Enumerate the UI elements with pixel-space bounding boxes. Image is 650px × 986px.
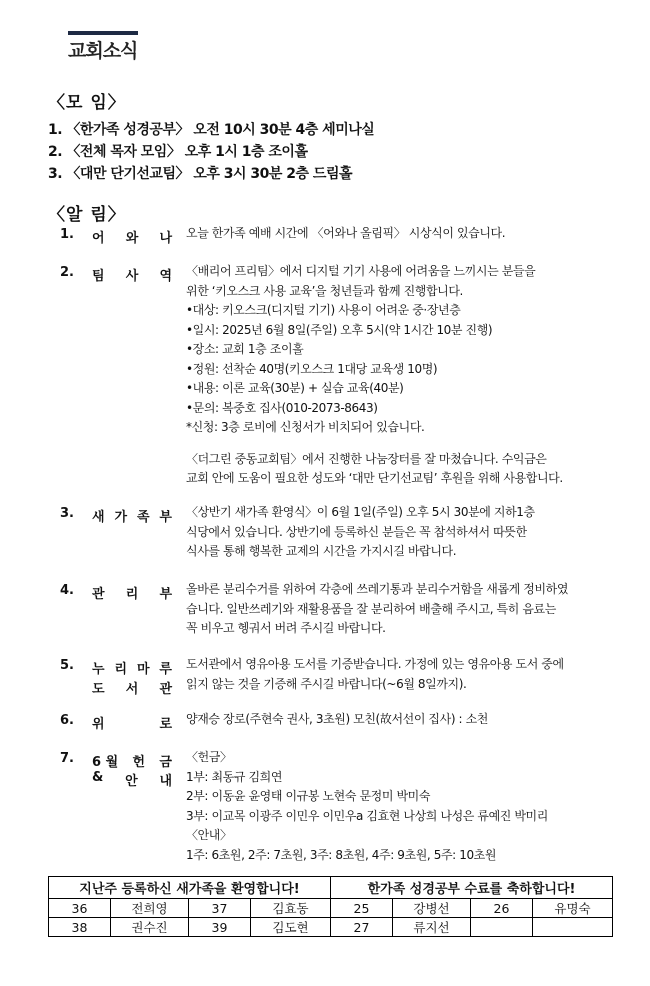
table-cell (533, 918, 613, 937)
notice-5-text (186, 655, 564, 694)
notice-7-label-line2 (92, 770, 172, 789)
label-char: 관 (92, 587, 105, 602)
label-char: 역 (159, 269, 172, 284)
header-accent-bar (68, 31, 138, 35)
notice-line: 교회 안에 도움이 필요한 성도와 ‘대만 단기선교팀’ 후원을 위해 사용합니다. (186, 471, 563, 485)
table-cell: 권수진 (111, 918, 189, 937)
table-cell: 39 (189, 918, 251, 937)
notice-line: •대상: 키오스크(디지털 기기) 사용이 어려운 중·장년층 (186, 303, 461, 317)
notice-line: 1부: 최동규 김희연 (186, 769, 283, 784)
notice-line: 〈안내〉 (186, 828, 232, 842)
label-char: 내 (159, 774, 172, 789)
notice-line: 식당에서 있습니다. 상반기에 등록하신 분들은 꼭 참석하셔서 따뜻한 (186, 524, 527, 539)
notice-line: 1주: 6초원, 2주: 7초원, 3주: 8초원, 4주: 9초원, 5주: 10초원 (186, 847, 497, 862)
notice-3-number: 3. (60, 506, 74, 521)
welcome-title: 지난주 등록하신 새가족을 환영합니다! (49, 877, 331, 899)
notice-line: 위한 ‘키오스크 사용 교육’을 청년들과 함께 진행합니다. (186, 283, 463, 298)
notice-4-label (92, 583, 172, 602)
notice-5-label-line2 (92, 678, 172, 697)
notice-1-label (92, 227, 172, 246)
notice-line: 〈헌금〉 (186, 750, 232, 764)
notice-line: 꼭 비우고 헹궈서 버려 주시길 바랍니다. (186, 621, 386, 635)
label-char: 부 (159, 587, 172, 602)
notice-3-text (186, 503, 535, 562)
notice-line: •문의: 복중호 집사(010-2073-8643) (186, 400, 378, 415)
notice-line: 읽지 않는 것을 기증해 주시길 바랍니다(~6월 8일까지). (186, 676, 467, 691)
notice-line: •정원: 선착순 40명(키오스크 1대당 교육생 10명) (186, 361, 438, 376)
notice-line: 식사를 통해 행복한 교제의 시간을 가지시길 바랍니다. (186, 544, 457, 558)
label-char: 팀 (92, 269, 105, 284)
notice-line: 3부: 이교목 이광주 이민우 이민우a 김효현 나상희 나성은 류예진 박미리 (186, 808, 548, 823)
label-char: 서 (125, 682, 139, 697)
table-cell: 25 (331, 899, 393, 918)
table-row (49, 918, 613, 937)
notice-2-number: 2. (60, 265, 74, 280)
label-char: 마 (136, 662, 150, 677)
notice-line: 오늘 한가족 예배 시간에 〈어와나 올림픽〉 시상식이 있습니다. (186, 226, 506, 240)
notice-7-number: 7. (60, 751, 74, 766)
notice-6-number: 6. (60, 713, 74, 728)
label-char: & (92, 770, 104, 785)
notice-line: 〈더그린 중동교회팀〉에서 진행한 나눔장터를 잘 마쳤습니다. 수익금은 (186, 451, 547, 466)
graduation-title: 한가족 성경공부 수료를 축하합니다! (331, 877, 613, 899)
page-title: 교회소식 (68, 40, 138, 62)
notice-5-label (92, 658, 172, 677)
label-char: 리 (114, 662, 128, 677)
label-char: 새 (92, 510, 105, 525)
notice-line: 〈배리어 프리팀〉에서 디지털 기기 사용에 어려움을 느끼시는 분들을 (186, 264, 536, 278)
label-char: 누 (92, 662, 105, 677)
label-char: 로 (159, 717, 172, 732)
label-char: 리 (125, 587, 139, 602)
notice-line: •일시: 2025년 6월 8일(주일) 오후 5시(약 1시간 10분 진행) (186, 322, 493, 337)
notice-1-text (186, 224, 505, 244)
table-cell: 37 (189, 899, 251, 918)
table-row (49, 899, 613, 918)
notice-3-label (92, 506, 172, 525)
notice-line: 〈상반기 새가족 환영식〉이 6월 1일(주일) 오후 5시 30분에 지하1층 (186, 505, 535, 519)
notice-line: •내용: 이론 교육(30분) + 실습 교육(40분) (186, 381, 404, 395)
notice-line: 올바른 분리수거를 위하여 각층에 쓰레기통과 분리수거함을 새롭게 정비하였 (186, 582, 569, 596)
table-cell: 전희영 (111, 899, 189, 918)
label-char: 루 (159, 662, 172, 677)
table-cell: 강병선 (393, 899, 471, 918)
notice-line: 양재승 장로(주현숙 권사, 3초원) 모친(故서선이 집사) : 소천 (186, 712, 488, 726)
table-cell: 김도현 (251, 918, 331, 937)
notice-line: *신청: 3층 로비에 신청서가 비치되어 있습니다. (186, 420, 425, 434)
paragraph-gap (186, 438, 563, 450)
meeting-item-2: 2. 〈전체 목자 모임〉 오후 1시 1층 조이홀 (48, 144, 308, 160)
notice-6-text (186, 710, 488, 730)
notice-6-label (92, 713, 172, 732)
table-cell: 27 (331, 918, 393, 937)
table-cell: 김효동 (251, 899, 331, 918)
label-char: 부 (159, 510, 172, 525)
table-cell: 26 (471, 899, 533, 918)
notice-line: •장소: 교회 1층 조이홀 (186, 342, 304, 356)
table-cell: 류지선 (393, 918, 471, 937)
label-char: 헌 (132, 755, 146, 770)
table-header-row (49, 877, 613, 899)
label-char: 위 (92, 717, 105, 732)
label-char: 금 (159, 755, 172, 770)
notice-4-text (186, 580, 568, 639)
label-char: 6 월 (92, 755, 119, 770)
notice-line: 도서관에서 영유아용 도서를 기증받습니다. 가정에 있는 영유아용 도서 중에 (186, 657, 564, 671)
notice-heading: 〈알 림〉 (48, 205, 126, 225)
label-char: 안 (125, 774, 138, 789)
notice-7-label (92, 751, 172, 770)
label-char: 관 (159, 682, 172, 697)
notice-line: 2부: 이동윤 윤영태 이규봉 노현숙 문정미 박미숙 (186, 789, 431, 803)
label-char: 족 (136, 510, 150, 525)
notice-2-text (186, 262, 563, 489)
label-char: 어 (92, 231, 105, 246)
meeting-item-3: 3. 〈대만 단기선교팀〉 오후 3시 30분 2층 드림홀 (48, 166, 353, 182)
meeting-heading: 〈모 임〉 (48, 93, 126, 113)
notice-1-number: 1. (60, 227, 74, 242)
label-char: 도 (92, 682, 105, 697)
notice-line: 습니다. 일반쓰레기와 재활용품을 잘 분리하여 배출해 주시고, 특히 음료는 (186, 601, 556, 616)
label-char: 가 (114, 510, 128, 525)
meeting-item-1: 1. 〈한가족 성경공부〉 오전 10시 30분 4층 세미나실 (48, 122, 375, 138)
notice-7-text (186, 748, 548, 865)
table-cell (471, 918, 533, 937)
table-cell: 유명숙 (533, 899, 613, 918)
notice-5-number: 5. (60, 658, 74, 673)
table-cell: 36 (49, 899, 111, 918)
welcome-table (48, 876, 613, 937)
label-char: 와 (125, 231, 139, 246)
table-cell: 38 (49, 918, 111, 937)
notice-2-label (92, 265, 172, 284)
label-char: 나 (159, 231, 172, 246)
label-char: 사 (125, 269, 139, 284)
notice-4-number: 4. (60, 583, 74, 598)
